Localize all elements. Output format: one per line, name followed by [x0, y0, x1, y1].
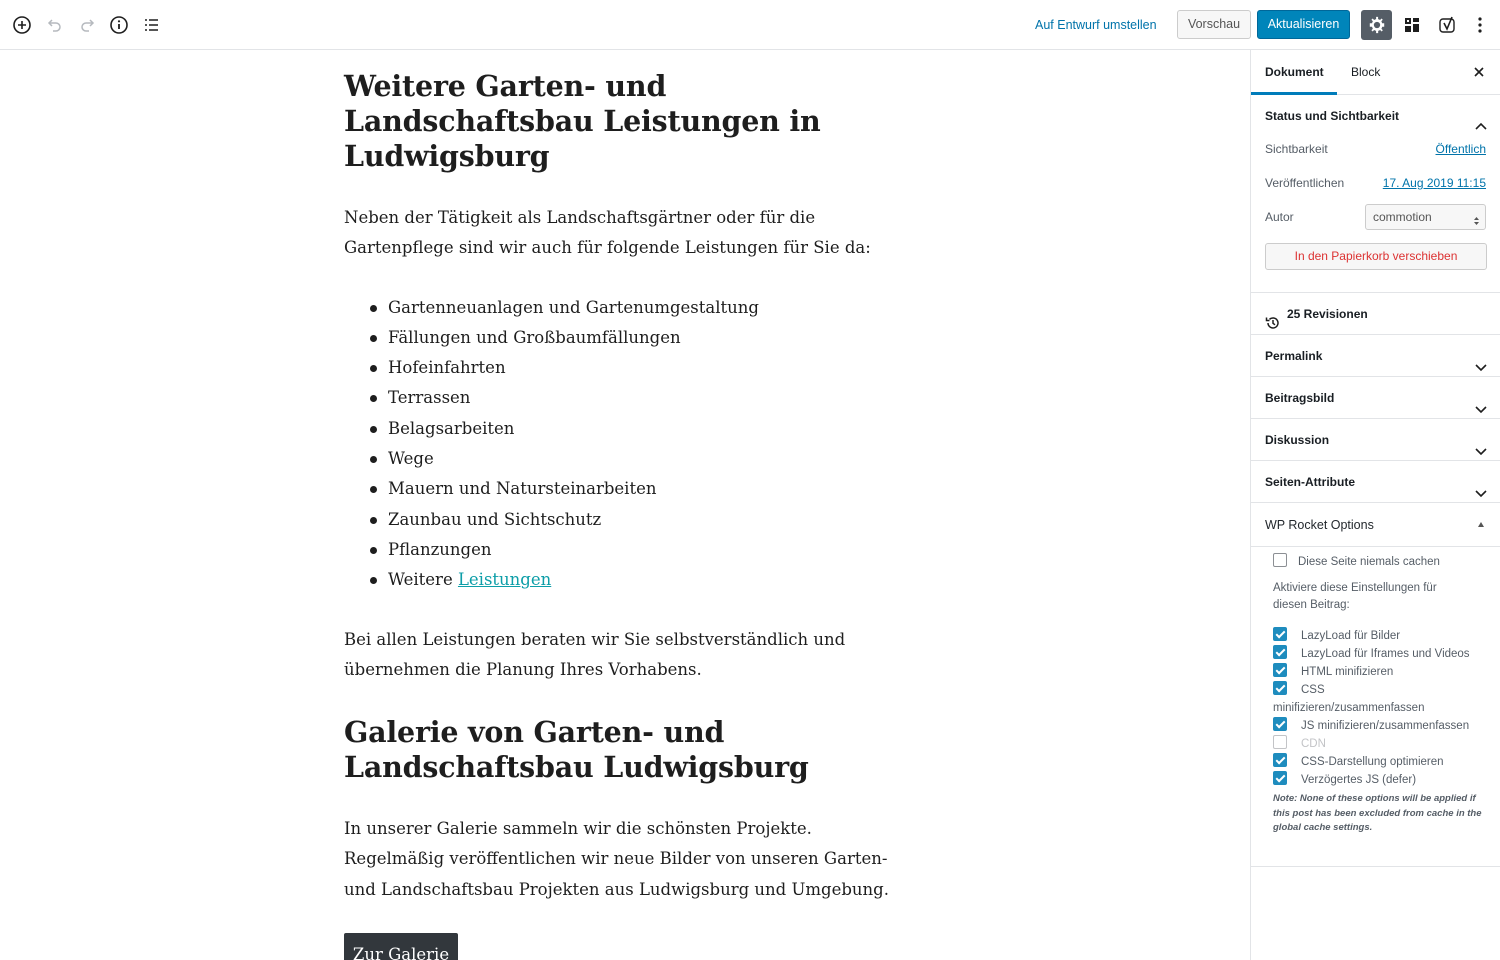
option-label: Verzögertes JS (defer) [1301, 774, 1417, 786]
paragraph-consulting[interactable]: Bei allen Leistungen beraten wir Sie selbstverständlich und übernehmen die Planung Ihres Vorhabens. [344, 629, 846, 679]
publish-date-toggle[interactable]: 17. Aug 2019 11:15 [1382, 176, 1486, 190]
panel-title: Permalink [1265, 349, 1323, 363]
sidebar-tabs [1251, 50, 1500, 95]
author-select[interactable] [1365, 204, 1486, 230]
undo-icon[interactable] [43, 13, 67, 37]
tab-document[interactable]: Dokument [1251, 50, 1337, 95]
panel-wp-rocket[interactable] [1251, 503, 1500, 547]
option-label-continued: minifizieren/zusammenfassen [1273, 702, 1425, 714]
chevron-up-icon [1474, 109, 1488, 123]
info-icon[interactable] [107, 13, 131, 37]
visibility-row [1265, 137, 1486, 161]
list-item[interactable]: Terrassen [388, 383, 914, 413]
heading-services[interactable]: Weitere Garten- und Landschaftsbau Leistungen in Ludwigsburg [344, 69, 821, 173]
option-label: JS minifizieren/zusammenfassen [1301, 720, 1470, 732]
move-to-trash-button[interactable]: In den Papierkorb verschieben [1265, 243, 1487, 270]
panel-title: Status und Sichtbarkeit [1265, 109, 1400, 123]
heading-gallery[interactable]: Galerie von Garten- und Landschaftsbau Ludwigsburg [344, 715, 809, 785]
settings-sidebar [1250, 50, 1500, 960]
panel-title: Seiten-Attribute [1265, 475, 1355, 489]
close-icon[interactable] [1472, 65, 1486, 79]
list-item[interactable]: Zaunbau und Sichtschutz [388, 505, 914, 535]
option-label: LazyLoad für Iframes und Videos [1301, 648, 1470, 660]
chevron-down-icon [1474, 349, 1488, 363]
wp-rocket-body [1251, 547, 1500, 867]
list-item[interactable]: Fällungen und Großbaumfällungen [388, 323, 914, 353]
checkbox[interactable] [1273, 735, 1287, 749]
option-label: HTML minifizieren [1301, 666, 1394, 678]
more-options-icon[interactable] [1468, 13, 1492, 37]
visibility-label: Sichtbarkeit [1265, 142, 1328, 156]
checkbox[interactable] [1273, 681, 1287, 695]
revisions-label: 25 Revisionen [1287, 307, 1368, 321]
author-row [1265, 204, 1486, 230]
checkbox[interactable] [1273, 771, 1287, 785]
list-view-icon[interactable] [139, 13, 163, 37]
visibility-toggle[interactable]: Öffentlich [1435, 142, 1486, 156]
paragraph-intro[interactable]: Neben der Tätigkeit als Landschaftsgärtner oder für die Gartenpflege sind wir auch für folgende Leistungen für Sie da: [344, 208, 871, 258]
chevron-down-icon [1474, 433, 1488, 447]
select-arrows-icon [1473, 211, 1480, 223]
option-label: CDN [1301, 738, 1326, 750]
author-value: commotion [1373, 210, 1432, 224]
redo-icon[interactable] [75, 13, 99, 37]
list-item[interactable]: Wege [388, 444, 914, 474]
list-item[interactable]: Gartenneuanlagen und Gartenumgestaltung [388, 293, 914, 323]
panel-title: Diskussion [1265, 433, 1330, 447]
author-label: Autor [1265, 210, 1294, 224]
option-label: CSS-Darstellung optimieren [1301, 756, 1444, 768]
revisions-link[interactable] [1251, 293, 1500, 335]
panel-title: WP Rocket Options [1265, 518, 1374, 532]
post-content [344, 69, 914, 960]
list-item[interactable] [388, 565, 914, 595]
rocket-intro-text: Aktiviere diese Einstellungen für diesen Beitrag: [1273, 582, 1437, 611]
option-label: LazyLoad für Bilder [1301, 630, 1401, 642]
paragraph-gallery[interactable]: In unserer Galerie sammeln wir die schönsten Projekte. Regelmäßig veröffentlichen wir neue Bilder von unseren Garten- und Landschaftsbau Projekten aus Ludwigsburg und Umgebung. [344, 819, 889, 899]
status-panel-body [1251, 137, 1500, 293]
panel-discussion[interactable] [1251, 419, 1500, 461]
never-cache-checkbox[interactable] [1273, 553, 1287, 567]
services-list[interactable] [344, 293, 914, 596]
checkbox[interactable] [1273, 753, 1287, 767]
list-item[interactable]: Hofeinfahrten [388, 353, 914, 383]
settings-gear-icon[interactable] [1361, 10, 1392, 40]
switch-to-draft-button[interactable]: Auf Entwurf umstellen [1035, 18, 1157, 32]
publish-row [1265, 171, 1486, 195]
checkbox[interactable] [1273, 645, 1287, 659]
update-button[interactable]: Aktualisieren [1257, 10, 1350, 39]
chevron-down-icon [1474, 391, 1488, 405]
panel-featured-image[interactable] [1251, 377, 1500, 419]
add-block-icon[interactable] [10, 13, 34, 37]
checkbox[interactable] [1273, 717, 1287, 731]
collapse-triangle-icon [1478, 522, 1484, 527]
gallery-button[interactable]: Zur Galerie [344, 933, 458, 960]
list-item[interactable]: Belagsarbeiten [388, 414, 914, 444]
list-item-prefix: Weitere [388, 570, 458, 590]
services-link[interactable]: Leistungen [457, 570, 552, 590]
list-item[interactable]: Pflanzungen [388, 535, 914, 565]
checkbox[interactable] [1273, 663, 1287, 677]
layout-blocks-icon[interactable] [1400, 13, 1424, 37]
panel-title: Beitragsbild [1265, 391, 1335, 405]
list-item[interactable]: Mauern und Natursteinarbeiten [388, 474, 914, 504]
never-cache-label: Diese Seite niemals cachen [1298, 556, 1440, 568]
chevron-down-icon [1474, 475, 1488, 489]
option-label: CSS [1301, 684, 1325, 696]
editor-canvas [0, 51, 1250, 960]
rocket-note: Note: None of these options will be applied if this post has been excluded from cache in the global cache settings. [1273, 793, 1482, 833]
panel-status-visibility[interactable] [1251, 95, 1500, 137]
checkbox[interactable] [1273, 627, 1287, 641]
preview-button[interactable]: Vorschau [1177, 10, 1251, 39]
panel-permalink[interactable] [1251, 335, 1500, 377]
yoast-icon[interactable] [1436, 13, 1460, 37]
tab-block[interactable]: Block [1351, 65, 1381, 79]
publish-label: Veröffentlichen [1265, 176, 1345, 190]
editor-toolbar [0, 0, 1500, 50]
panel-page-attributes[interactable] [1251, 461, 1500, 503]
